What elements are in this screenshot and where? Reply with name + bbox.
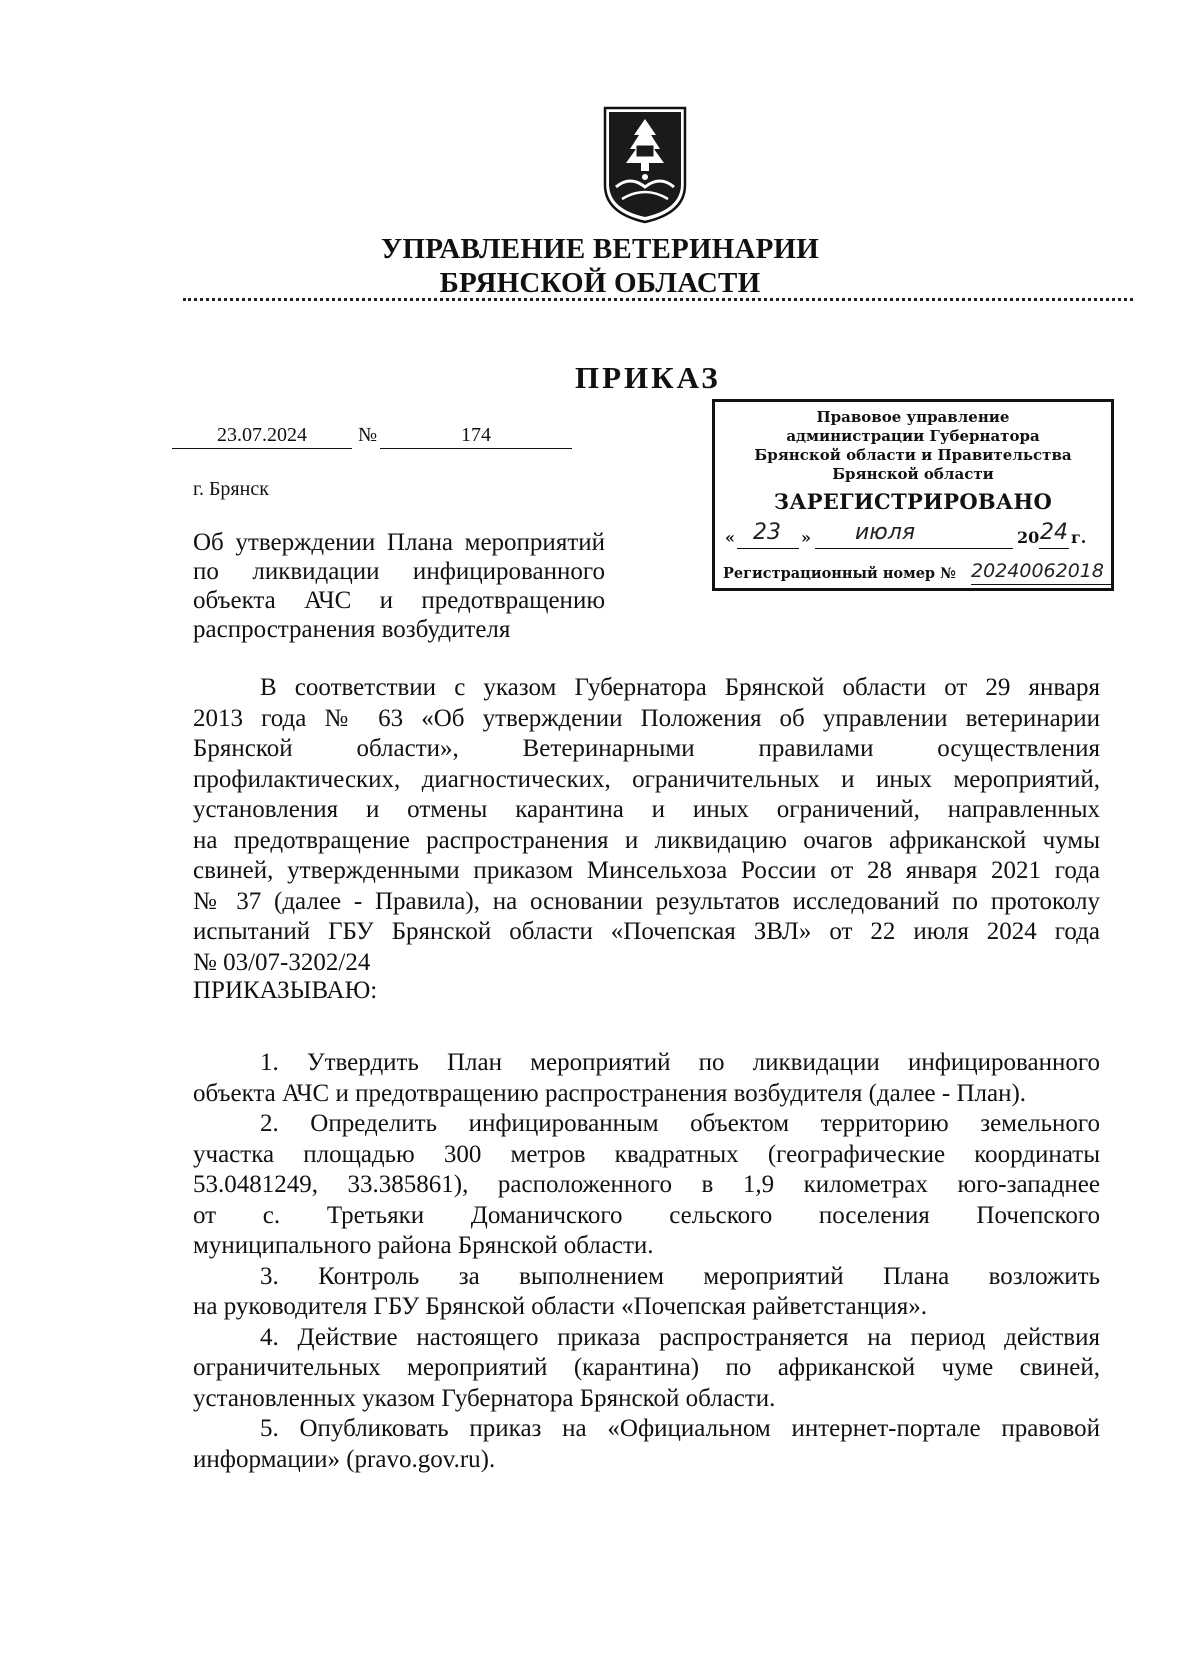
document-date: 23.07.2024 — [172, 424, 352, 449]
item-line: на руководителя ГБУ Брянской области «Почепская райветстанция». — [193, 1293, 927, 1320]
document-type-title: ПРИКАЗ — [575, 360, 721, 395]
bryansk-coat-of-arms-icon — [602, 105, 688, 225]
subject-line: объекта АЧС и предотвращению — [193, 587, 605, 614]
preamble-line: на предотвращение распространения и ликвидацию очагов африканской чумы — [193, 826, 1100, 854]
preamble-paragraph — [193, 673, 1100, 978]
date-number-line — [172, 424, 572, 449]
item-line: муниципального района Брянской области. — [193, 1232, 654, 1259]
organization-name-line-2: БРЯНСКОЙ ОБЛАСТИ — [439, 267, 761, 299]
item-line: информации» (pravo.gov.ru). — [193, 1445, 496, 1473]
stamp-month-underline — [815, 548, 1013, 549]
order-item-3 — [193, 1262, 1100, 1323]
stamp-year-underline — [1039, 548, 1069, 549]
item-line: от с. Третьяки Доманичского сельского поселения Почепского — [193, 1201, 1100, 1229]
order-item-1 — [193, 1048, 1100, 1109]
header-divider — [183, 298, 1133, 301]
stamp-year-handwritten: 24 — [1040, 520, 1068, 545]
stamp-day-handwritten: 23 — [753, 520, 781, 545]
stamp-date-row — [725, 520, 1105, 554]
subject-line: Об утверждении Плана мероприятий — [193, 529, 605, 556]
stamp-open-quote: « — [725, 528, 735, 547]
preamble-line: свиней, утвержденными приказом Минсельхоза России от 28 января 2021 года — [193, 857, 1100, 884]
stamp-authority-line: администрации Губернатора — [786, 427, 1040, 445]
item-line: 53.0481249, 33.385861), расположенного в 1,9 километрах юго-западнее — [193, 1171, 1100, 1198]
preamble-line: № 37 (далее - Правила), на основании результатов исследований по протоколу — [193, 887, 1100, 915]
document-city: г. Брянск — [193, 478, 269, 500]
item-line: 3. Контроль за выполнением мероприятий Плана возложить — [260, 1262, 1100, 1290]
stamp-close-quote: » — [801, 528, 811, 547]
item-line: объекта АЧС и предотвращению распространения возбудителя (далее - План). — [193, 1079, 1027, 1107]
subject-line: распространения возбудителя — [193, 616, 511, 643]
stamp-month-handwritten: июля — [855, 520, 916, 545]
stamp-reg-number-handwritten: 20240062018 — [971, 560, 1104, 582]
stamp-year-prefix: 20 — [1017, 528, 1040, 547]
item-line: ограничительных мероприятий (карантина) по африканской чуме свиней, — [193, 1354, 1100, 1381]
document-number: 174 — [380, 424, 572, 449]
stamp-registered-label: ЗАРЕГИСТРИРОВАНО — [773, 489, 1053, 514]
preamble-line: В соответствии с указом Губернатора Брянской области от 29 января — [260, 674, 1100, 701]
order-item-5 — [193, 1414, 1100, 1475]
stamp-registration-row — [723, 560, 1113, 587]
preamble-line: № 03/07-3202/24 — [193, 948, 371, 976]
document-subject — [193, 528, 605, 644]
preamble-line: Брянской области», Ветеринарными правилами осуществления — [193, 735, 1100, 762]
stamp-authority-line: Брянской области и Правительства — [754, 446, 1072, 464]
preamble-line: 2013 года № 63 «Об утверждении Положения об управлении ветеринарии — [193, 704, 1100, 732]
stamp-reg-label: Регистрационный номер № — [723, 565, 956, 582]
item-line: участка площадью 300 метров квадратных (географические координаты — [193, 1140, 1100, 1168]
stamp-authority-line: Правовое управление — [816, 408, 1010, 426]
stamp-reg-underline — [971, 584, 1111, 585]
item-line: 2. Определить инфицированным объектом территорию земельного — [260, 1110, 1100, 1137]
stamp-authority-line: Брянской области — [832, 465, 994, 483]
order-item-2 — [193, 1109, 1100, 1262]
preamble-line: установления и отмены карантина и иных ограничений, направленных — [193, 796, 1100, 823]
preamble-line: испытаний ГБУ Брянской области «Почепская ЗВЛ» от 22 июля 2024 года — [193, 918, 1100, 945]
order-item-4 — [193, 1323, 1100, 1415]
order-items — [193, 1048, 1100, 1475]
registration-stamp — [712, 399, 1114, 591]
stamp-day-underline — [737, 548, 799, 549]
number-sign: № — [358, 424, 378, 446]
subject-line: по ликвидации инфицированного — [193, 558, 605, 585]
item-line: 4. Действие настоящего приказа распространяется на период действия — [260, 1323, 1100, 1351]
order-verb: ПРИКАЗЫВАЮ: — [193, 977, 378, 1004]
organization-name-line-1: УПРАВЛЕНИЕ ВЕТЕРИНАРИИ — [380, 233, 820, 265]
item-line: установленных указом Губернатора Брянской области. — [193, 1384, 776, 1412]
preamble-line: профилактических, диагностических, ограничительных и иных мероприятий, — [193, 765, 1100, 793]
stamp-year-unit: г. — [1071, 528, 1087, 547]
item-line: 1. Утвердить План мероприятий по ликвидации инфицированного — [260, 1049, 1100, 1076]
item-line: 5. Опубликовать приказ на «Официальном интернет-портале правовой — [260, 1415, 1100, 1442]
